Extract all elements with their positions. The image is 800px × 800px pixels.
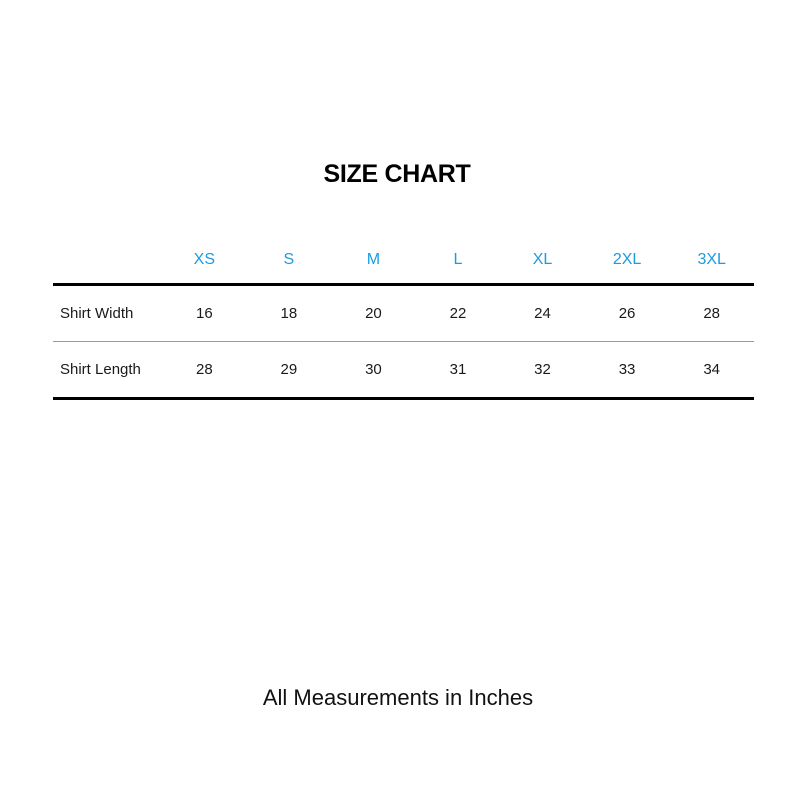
header-blank <box>53 237 162 285</box>
header-size-l: L <box>416 237 501 285</box>
header-size-2xl: 2XL <box>585 237 670 285</box>
table-cell: 34 <box>669 342 754 399</box>
header-size-m: M <box>331 237 416 285</box>
table-cell: 22 <box>416 285 501 342</box>
size-table <box>53 237 754 400</box>
header-size-xs: XS <box>162 237 247 285</box>
table-row-shirt-length <box>53 342 754 399</box>
header-size-s: S <box>247 237 332 285</box>
table-cell: 28 <box>669 285 754 342</box>
table-cell: 29 <box>247 342 332 399</box>
header-size-xl: XL <box>500 237 585 285</box>
table-cell: 20 <box>331 285 416 342</box>
table-cell: 33 <box>585 342 670 399</box>
table-row-shirt-width <box>53 285 754 342</box>
header-size-3xl: 3XL <box>669 237 754 285</box>
table-cell: 28 <box>162 342 247 399</box>
table-cell: 31 <box>416 342 501 399</box>
measurement-note: All Measurements in Inches <box>262 685 534 710</box>
row-label: Shirt Length <box>53 342 162 399</box>
header-row <box>53 237 754 285</box>
page-title: SIZE CHART <box>323 160 471 188</box>
table-cell: 24 <box>500 285 585 342</box>
table-cell: 18 <box>247 285 332 342</box>
table-cell: 16 <box>162 285 247 342</box>
table-cell: 30 <box>331 342 416 399</box>
table-cell: 32 <box>500 342 585 399</box>
row-label: Shirt Width <box>53 285 162 342</box>
table-cell: 26 <box>585 285 670 342</box>
